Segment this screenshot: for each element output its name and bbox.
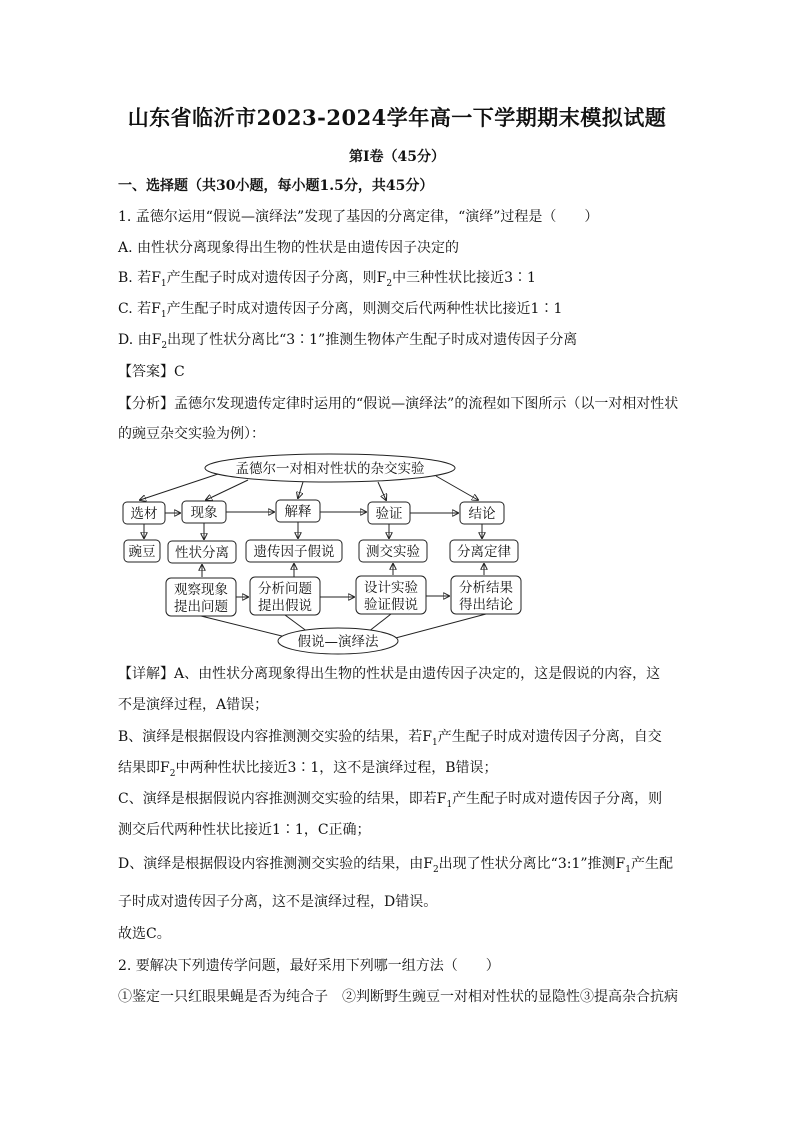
step-label-1: 选材 <box>130 506 158 522</box>
conclusion-line: 故选C。 <box>118 926 171 942</box>
document-title: 山东省临沂市2023-2024学年高一下学期期末模拟试题 <box>127 105 667 130</box>
detail-a-line-1: 【详解】A、由性状分离现象得出生物的性状是由遗传因子决定的，这是假说的内容，这 <box>118 666 661 682</box>
analysis-line-2: 的豌豆杂交实验为例）： <box>118 426 265 442</box>
step-label-3: 解释 <box>284 504 312 520</box>
question-1-option-a: A. 由性状分离现象得出生物的性状是由遗传因子决定的 <box>118 240 460 256</box>
section-subtitle: 第Ⅰ卷（45分） <box>348 149 446 165</box>
step-label-2: 现象 <box>190 505 218 521</box>
process-4-line-1: 分析结果 <box>459 580 513 596</box>
process-3-line-2: 验证假说 <box>364 597 418 613</box>
bottom-oval-label: 假说—演绎法 <box>297 634 379 650</box>
detail-a-line-2: 不是演绎过程，A错误； <box>118 697 269 713</box>
analysis-line-1: 【分析】孟德尔发现遗传定律时运用的“假说—演绎法”的流程如下图所示（以一对相对性状 <box>118 396 679 412</box>
result-label-5: 分离定律 <box>457 544 511 560</box>
question-1-option-b: B. 若$F_1$产生配子时成对遗传因子分离，则$F_2$中三种性状比接近3∶1 <box>118 270 536 289</box>
question-1-option-c: C. 若$F_1$产生配子时成对遗传因子分离，则测交后代两种性状比接近1∶1 <box>118 301 563 320</box>
result-label-1: 豌豆 <box>128 544 156 560</box>
detail-d-line-1: D、演绎是根据假设内容推测测交实验的结果，由$F_2$出现了性状分离比“3:1”推测$F_1$产生配 <box>118 856 673 875</box>
question-2-stem: 2. 要解决下列遗传学问题，最好采用下列哪一组方法（ ） <box>118 958 500 974</box>
process-2-line-1: 分析问题 <box>258 581 312 597</box>
process-2-line-2: 提出假说 <box>258 598 312 614</box>
top-oval-label: 孟德尔一对相对性状的杂交实验 <box>235 461 425 477</box>
question-1-stem: 1. 孟德尔运用“假说—演绎法”发现了基因的分离定律，“演绎”过程是（ ） <box>118 209 599 225</box>
detail-d-line-2: 子时成对遗传因子分离，这不是演绎过程，D错误。 <box>118 894 438 910</box>
detail-c-line-1: C、演绎是根据假说内容推测测交实验的结果，即若$F_1$产生配子时成对遗传因子分离，则 <box>118 791 663 810</box>
process-4-line-2: 得出结论 <box>459 597 513 613</box>
process-1-line-1: 观察现象 <box>174 582 228 598</box>
question-1-option-d: D. 由$F_2$出现了性状分离比“3∶1”推测生物体产生配子时成对遗传因子分离 <box>118 332 578 351</box>
step-label-4: 验证 <box>375 506 403 522</box>
answer-line: 【答案】C <box>118 364 185 380</box>
step-label-5: 结论 <box>468 506 496 522</box>
question-2-items: ①鉴定一只红眼果蝇是否为纯合子 ②判断野生豌豆一对相对性状的显隐性③提高杂合抗病 <box>118 989 678 1005</box>
result-label-3: 遗传因子假说 <box>253 544 335 560</box>
process-3-line-1: 设计实验 <box>364 580 418 596</box>
hypothesis-deduction-flowchart <box>118 452 578 658</box>
detail-c-line-2: 测交后代两种性状比接近1∶1，C正确； <box>118 822 371 838</box>
detail-b-line-2: 结果即$F_2$中两种性状比接近3∶1，这不是演绎过程，B错误； <box>118 760 498 779</box>
detail-b-line-1: B、演绎是根据假设内容推测测交实验的结果，若$F_1$产生配子时成对遗传因子分离，自交 <box>118 729 662 748</box>
result-label-2: 性状分离 <box>175 545 229 561</box>
section-heading: 一、选择题（共30小题，每小题1.5分，共45分） <box>118 178 434 194</box>
process-1-line-2: 提出问题 <box>174 599 228 615</box>
result-label-4: 测交实验 <box>366 544 420 560</box>
